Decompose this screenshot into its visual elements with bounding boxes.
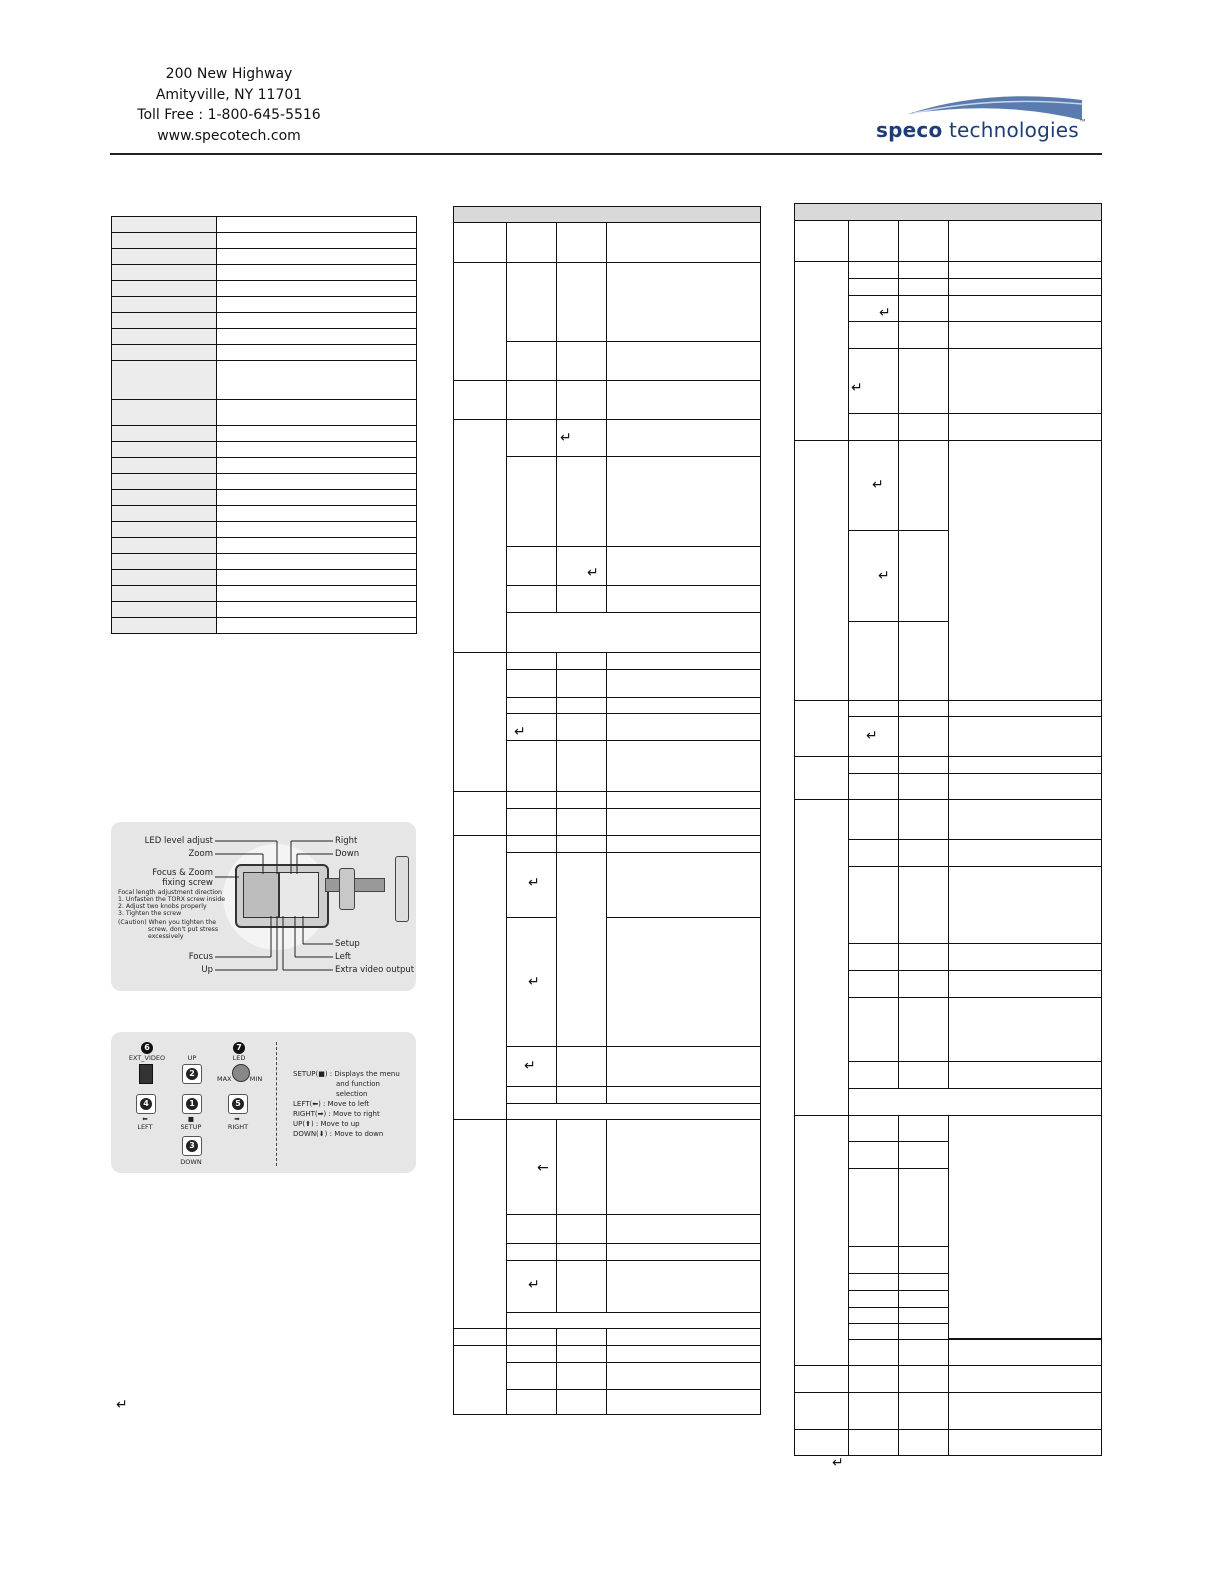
button-number-7: 7 (233, 1042, 245, 1054)
enter-symbol-icon: ↵ (878, 568, 890, 584)
table-row (112, 586, 417, 602)
led-label: LED (232, 1054, 246, 1062)
group-cell (453, 791, 507, 836)
focal-note-1: Focal length adjustment direction (118, 889, 222, 896)
menu-table-right (794, 203, 1102, 1456)
led-max-label: MAX (217, 1075, 232, 1083)
focal-note-3: 2. Adjust two knobs properly (118, 903, 207, 910)
down-label: Down (335, 849, 360, 859)
header-rule (110, 153, 1102, 155)
table-row (112, 506, 417, 522)
legend-right: RIGHT(➡) : Move to right (293, 1110, 380, 1118)
company-address (120, 64, 338, 146)
table-row (112, 361, 417, 400)
led-min-label: MIN (249, 1075, 263, 1083)
group-cell (794, 1115, 849, 1366)
address-line-2: Amityville, NY 11701 (155, 86, 303, 103)
legend-setup-3: selection (336, 1090, 368, 1098)
group-cell (794, 1392, 849, 1430)
down-button-label: DOWN (180, 1158, 202, 1166)
panel-divider (276, 1042, 277, 1166)
table-row (112, 400, 417, 426)
address-line-3: Toll Free : 1-800-645-5516 (137, 107, 321, 123)
button-number-5: 5 (232, 1098, 244, 1110)
table-title-bar (453, 206, 761, 223)
address-line-4: www.specotech.com (157, 127, 301, 144)
button-number-2: 2 (186, 1068, 198, 1080)
button-number-1: 1 (186, 1098, 198, 1110)
table-row (112, 345, 417, 361)
table-row (112, 538, 417, 554)
group-cell (794, 756, 849, 800)
company-logo (876, 118, 1087, 142)
group-cell (794, 1365, 849, 1393)
up-button[interactable] (182, 1064, 202, 1084)
up-label: Up (201, 965, 213, 975)
extra-video-output-label: Extra video output (335, 965, 415, 975)
table-row (112, 474, 417, 490)
ext-video-label: EXT_VIDEO (128, 1054, 166, 1062)
setup-button-label: SETUP (180, 1123, 202, 1131)
left-arrow-icon: ← (537, 1160, 549, 1176)
table-row (112, 618, 417, 634)
group-cell (453, 1328, 507, 1346)
enter-symbol-icon: ↵ (879, 305, 891, 321)
menu-table-middle (453, 206, 761, 1415)
left-arrow-icon: ⬅ (142, 1115, 148, 1123)
right-button-label: RIGHT (227, 1123, 249, 1131)
group-cell (453, 1345, 507, 1415)
enter-symbol-icon: ↵ (866, 728, 878, 744)
table-row (112, 313, 417, 329)
setup-button[interactable] (182, 1094, 202, 1114)
group-cell (453, 419, 507, 653)
table-row (112, 329, 417, 345)
ext-video-jack-icon (139, 1064, 153, 1084)
header-cell (556, 222, 607, 263)
legend-down: DOWN(⬇) : Move to down (293, 1130, 384, 1138)
header-cell (848, 220, 899, 262)
logo-trademark: ™ (1078, 118, 1088, 127)
enter-symbol-icon: ↵ (524, 1058, 536, 1074)
table-row (112, 442, 417, 458)
group-cell (794, 261, 849, 441)
enter-symbol-icon: ↵ (528, 974, 540, 990)
camera-diagram-panel (111, 822, 416, 991)
table-row (112, 426, 417, 442)
group-cell (453, 262, 507, 381)
specifications-table (111, 216, 417, 634)
enter-symbol-icon: ↵ (560, 430, 572, 446)
table-title-bar (794, 203, 1102, 221)
group-cell (794, 799, 849, 1116)
led-level-adjust-label: LED level adjust (144, 836, 213, 846)
table-row (112, 249, 417, 265)
down-button[interactable] (182, 1136, 202, 1156)
table-row (112, 522, 417, 538)
group-cell (453, 835, 507, 1120)
group-cell (453, 380, 507, 420)
enter-symbol-icon: ↵ (851, 380, 863, 396)
left-label: Left (335, 952, 351, 962)
up-button-label: UP (187, 1054, 197, 1062)
button-number-6: 6 (141, 1042, 153, 1054)
leader-lines (111, 822, 416, 991)
enter-symbol-icon: ↵ (528, 875, 540, 891)
logo-word-technologies: technologies (948, 118, 1079, 142)
table-row (112, 297, 417, 313)
left-button-label: LEFT (137, 1123, 153, 1131)
button-number-3: 3 (186, 1140, 198, 1152)
enter-symbol-icon: ↵ (514, 724, 526, 740)
enter-symbol-icon: ↵ (587, 565, 599, 581)
focus-label: Focus (188, 952, 213, 962)
table-row (112, 554, 417, 570)
table-row (112, 570, 417, 586)
header-cell (898, 220, 949, 262)
button-diagram-panel (111, 1032, 416, 1173)
enter-symbol-icon: ↵ (116, 1397, 128, 1413)
table-row (112, 281, 417, 297)
table-row (112, 233, 417, 249)
group-cell (794, 700, 849, 757)
led-knob[interactable] (232, 1064, 250, 1082)
table-row (112, 265, 417, 281)
right-button[interactable] (228, 1094, 248, 1114)
right-arrow-icon: ➡ (234, 1115, 240, 1123)
button-number-4: 4 (140, 1098, 152, 1110)
enter-symbol-icon: ↵ (832, 1455, 844, 1471)
setup-square-icon: ■ (187, 1115, 195, 1123)
fixing-screw-label: fixing screw (162, 878, 213, 888)
logo-word-speco: speco (876, 118, 943, 142)
right-label: Right (335, 836, 358, 846)
focal-note-4: 3. Tighten the screw (118, 910, 182, 917)
focal-note-7: excessively (148, 933, 184, 940)
table-row (112, 602, 417, 618)
focal-note-5: (Caution) When you tighten the (118, 919, 217, 926)
legend-up: UP(⬆) : Move to up (293, 1120, 360, 1128)
focal-note-2: 1. Unfasten the TORX screw inside (118, 896, 226, 903)
group-cell (794, 1429, 849, 1456)
enter-symbol-icon: ↵ (872, 477, 884, 493)
address-line-1: 200 New Highway (165, 66, 293, 82)
focal-note-6: screw, don't put stress (148, 926, 219, 933)
table-row (112, 217, 417, 233)
focus-zoom-label: Focus & Zoom (152, 868, 213, 878)
legend-setup-2: and function (336, 1080, 380, 1088)
header-cell (794, 220, 849, 262)
table-row (112, 458, 417, 474)
table-row (112, 490, 417, 506)
left-button[interactable] (136, 1094, 156, 1114)
header-cell (453, 222, 507, 263)
legend-left: LEFT(⬅) : Move to left (293, 1100, 370, 1108)
group-cell (794, 440, 849, 701)
header-cell (506, 222, 557, 263)
group-cell (453, 1119, 507, 1329)
enter-symbol-icon: ↵ (528, 1277, 540, 1293)
header-cell (948, 220, 1102, 262)
legend-setup: SETUP(■) : Displays the menu (293, 1070, 400, 1078)
zoom-label: Zoom (188, 849, 213, 859)
setup-label: Setup (335, 939, 360, 949)
group-cell (453, 652, 507, 792)
header-cell (606, 222, 761, 263)
